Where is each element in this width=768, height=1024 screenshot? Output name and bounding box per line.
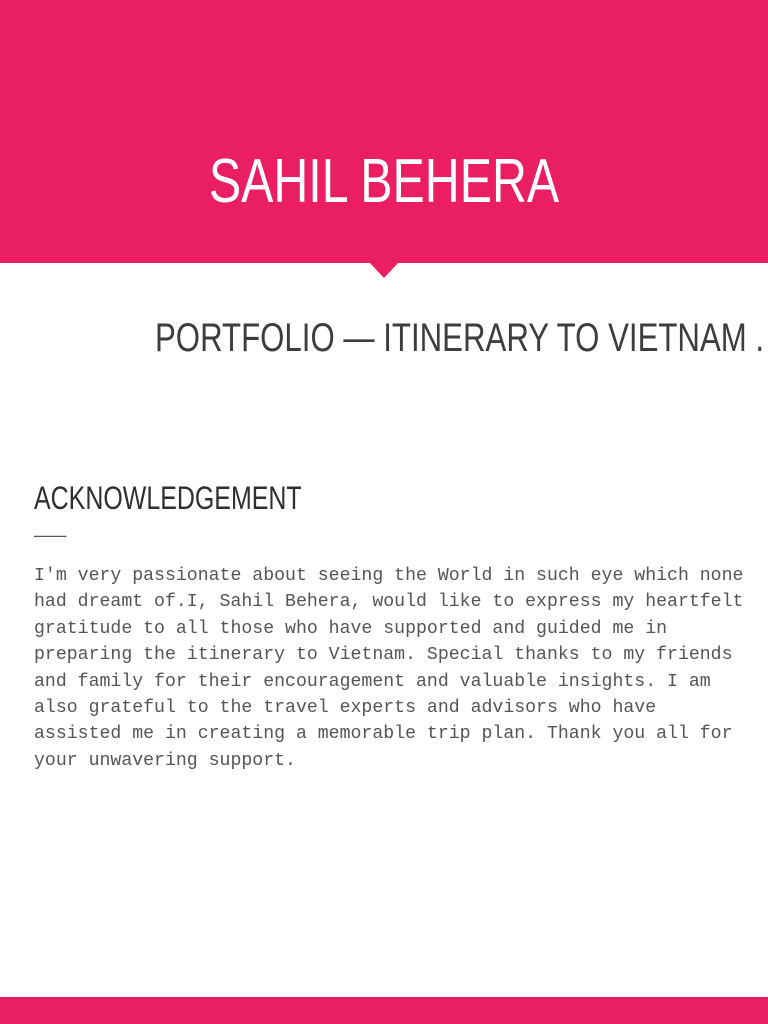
acknowledgement-body: I'm very passionate about seeing the World in such eye which none had dreamt of.I, Sahil Behera, would like to express my heartfelt gratitude to all those who have supported and guided me in preparing the itinerary to Vietnam. Special thanks to my friends and family for their encouragement and valuable insights. I am also grateful to the travel experts and advisors who have assisted me in creating a memorable trip plan. Thank you all for your unwavering support. (34, 566, 744, 771)
header-banner (0, 0, 768, 263)
author-name: SAHIL BEHERA (208, 147, 560, 216)
header-pointer (369, 262, 399, 278)
section-divider: ——— (34, 527, 67, 547)
portfolio-subtitle: PORTFOLIO — ITINERARY TO VIETNAM . (155, 316, 765, 360)
footer-bar (0, 997, 768, 1024)
acknowledgement-heading: ACKNOWLEDGEMENT (34, 480, 302, 516)
